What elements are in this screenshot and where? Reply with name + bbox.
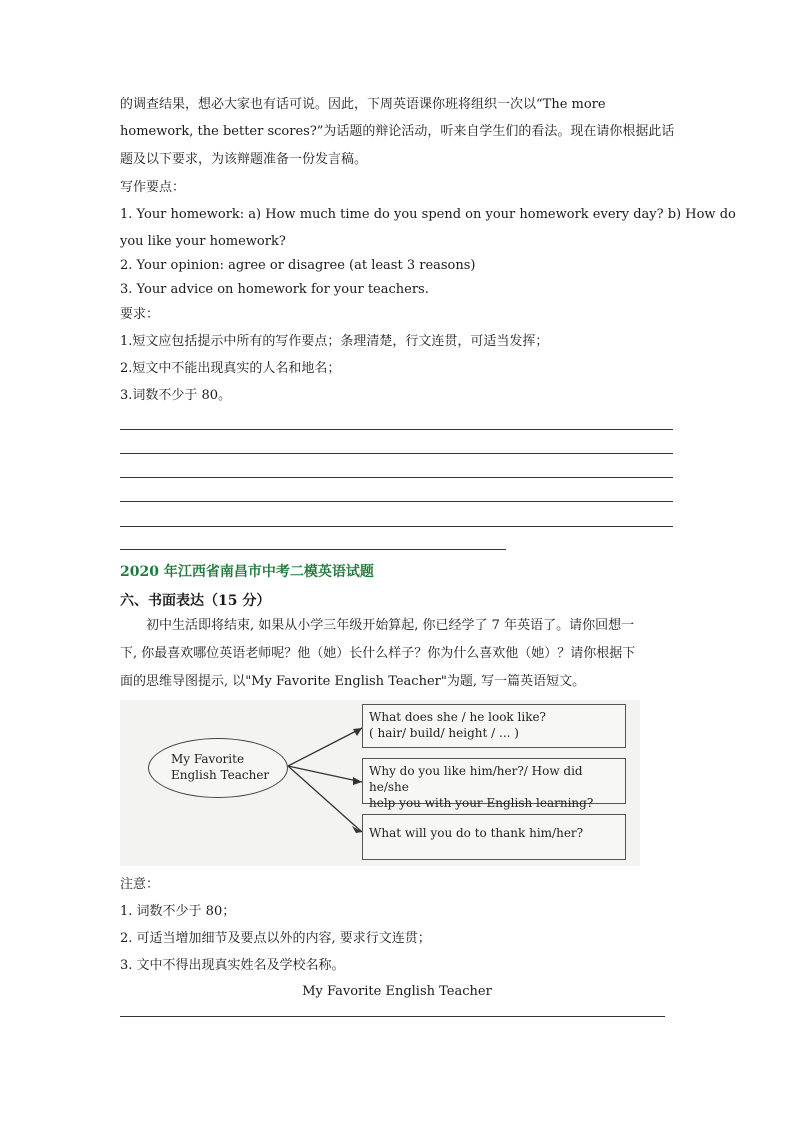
prompt-line-2: 下, 你最喜欢哪位英语老师呢？他（她）长什么样子？你为什么喜欢他（她）？请你根据下 [120, 646, 636, 661]
center-node-line-2: English Teacher [171, 768, 270, 782]
answer-line[interactable] [120, 549, 506, 550]
question-2-line-2: help you with your English learning? [369, 796, 594, 810]
question-1-line-1: What does she / he look like? [369, 710, 546, 724]
intro-line-2: homework, the better scores?”为话题的辩论活动，听来自学生们的看法。现在请你根据此话 [120, 124, 675, 139]
answer-line[interactable] [120, 453, 673, 454]
question-1-line-2: ( hair/ build/ height / ... ) [369, 726, 519, 740]
section-title: 六、书面表达（15 分） [120, 593, 271, 609]
requirements-label: 要求： [120, 307, 160, 322]
notes-label: 注意： [120, 877, 160, 892]
answer-line[interactable] [120, 477, 673, 478]
writing-points-label: 写作要点： [120, 180, 186, 195]
writing-point-1a: 1. Your homework: a) How much time do you spend on your homework every day? b) How do [120, 207, 736, 222]
exam-title: 2020 年江西省南昌市中考二模英语试题 [120, 564, 374, 580]
writing-point-3: 3. Your advice on homework for your teachers. [120, 282, 429, 297]
center-node-line-1: My Favorite [171, 752, 245, 766]
answer-line[interactable] [120, 501, 673, 502]
essay-title: My Favorite English Teacher [302, 984, 492, 999]
intro-line-1: 的调查结果，想必大家也有话可说。因此，下周英语课你班将组织一次以“The more [120, 97, 606, 112]
answer-line[interactable] [120, 429, 673, 430]
question-box-thanks [362, 814, 626, 860]
intro-line-3: 题及以下要求，为该辩题准备一份发言稿。 [120, 152, 368, 167]
prompt-line-1: 初中生活即将结束, 如果从小学三年级开始算起, 你已经学了 7 年英语了。请你回想一 [146, 618, 635, 633]
requirement-2: 2.短文中不能出现真实的人名和地名； [120, 361, 341, 376]
prompt-line-3: 面的思维导图提示, 以"My Favorite English Teacher"为题, 写一篇英语短文。 [120, 674, 586, 689]
center-node [148, 738, 288, 798]
question-box-reasons [362, 758, 626, 810]
question-3-line-1: What will you do to thank him/her? [369, 826, 584, 840]
question-2-line-1: Why do you like him/her?/ How did he/she [369, 764, 583, 794]
note-1: 1. 词数不少于 80； [120, 904, 236, 919]
writing-point-2: 2. Your opinion: agree or disagree (at least 3 reasons) [120, 258, 476, 273]
question-box-appearance [362, 704, 626, 748]
note-2: 2. 可适当增加细节及要点以外的内容, 要求行文连贯； [120, 931, 431, 946]
requirement-1: 1.短文应包括提示中所有的写作要点；条理清楚，行文连贯，可适当发挥； [120, 334, 549, 349]
note-3: 3. 文中不得出现真实姓名及学校名称。 [120, 958, 345, 973]
requirement-3: 3.词数不少于 80。 [120, 388, 232, 403]
answer-line[interactable] [120, 1016, 665, 1017]
mind-map [120, 700, 640, 866]
writing-point-1b: you like your homework? [120, 234, 286, 249]
answer-line[interactable] [120, 526, 673, 527]
